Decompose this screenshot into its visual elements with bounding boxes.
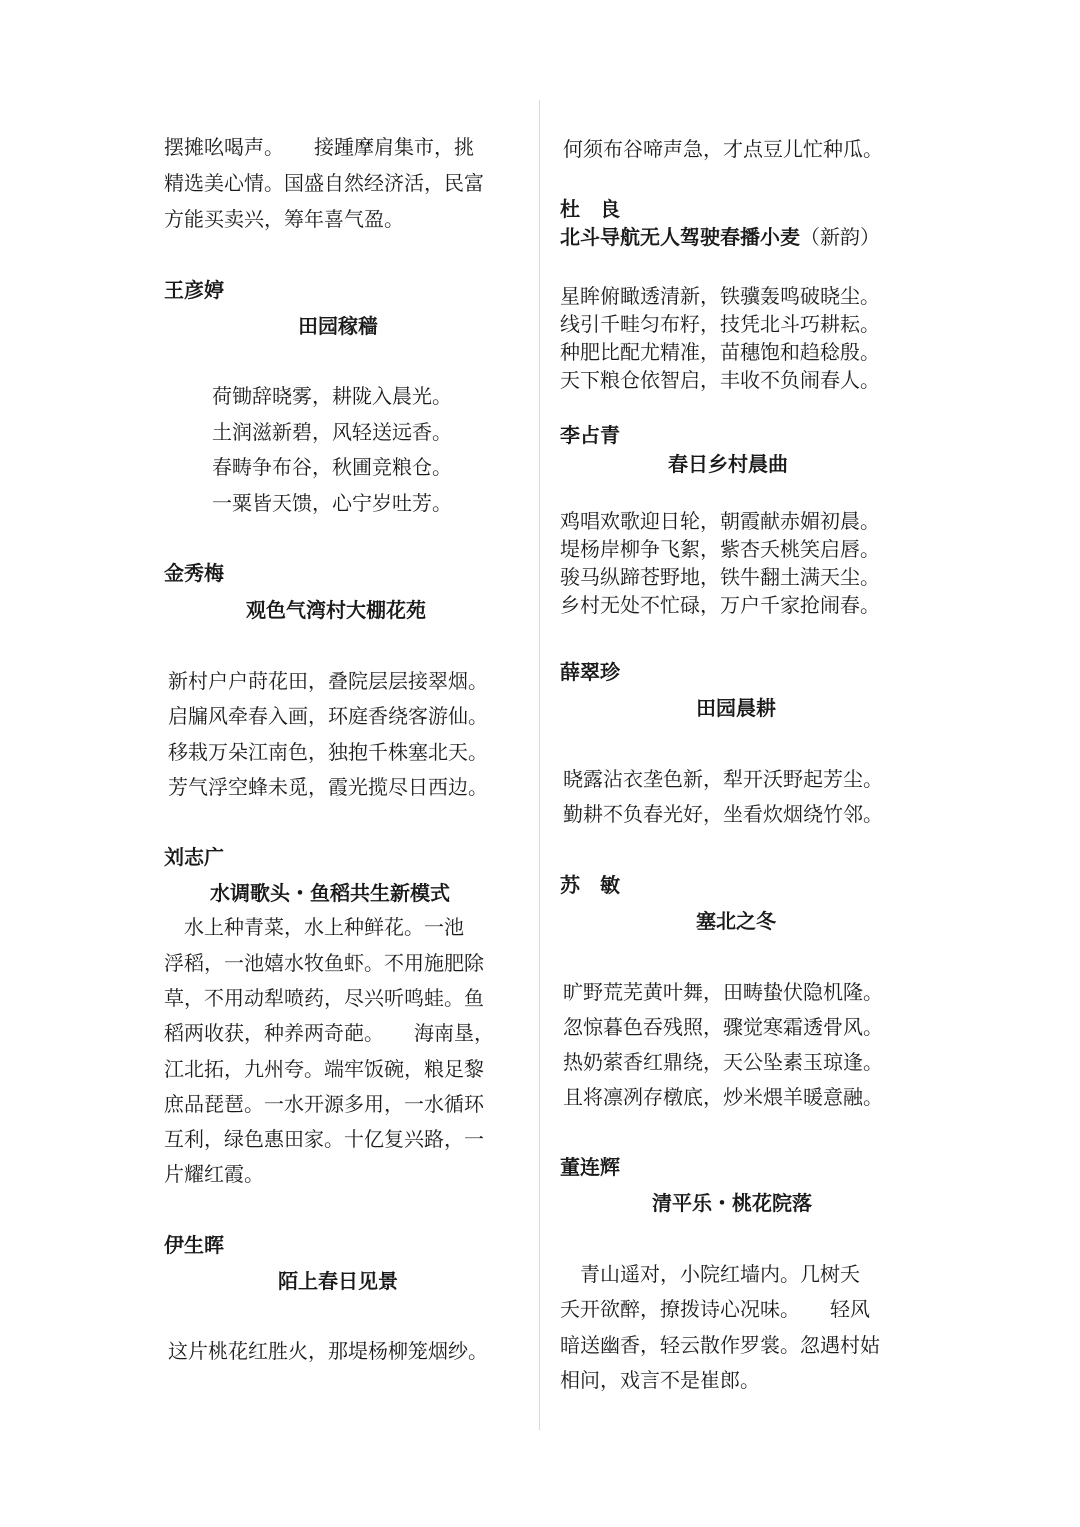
poem-line: 新村户户莳花田，叠院层层接翠烟。 [168,669,488,693]
poem-line: 这片桃花红胜火，那堤杨柳笼烟纱。 [168,1339,488,1363]
poem-author: 杜 良 [560,197,620,221]
poem-title: 田园稼穑 [298,314,378,338]
poem-line: 晓露沾衣垄色新，犁开沃野起芳尘。 [563,767,883,791]
poem-title [560,224,880,250]
poem-line: 浮稻，一池嬉水牧鱼虾。不用施肥除 [164,951,484,975]
poem-line: 启牖风牵春入画，环庭香绕客游仙。 [168,704,488,728]
poem-line: 荷锄辞晓雾，耕陇入晨光。 [212,384,452,408]
poem-line: 鸡唱欢歌迎日轮，朝霞献赤媚初晨。 [560,509,880,533]
poem-line: 春畴争布谷，秋圃竞粮仓。 [212,455,452,479]
poem-line: 土润滋新碧，风轻送远香。 [212,420,452,444]
intro-line: 精选美心情。国盛自然经济活，民富 [164,171,484,195]
poem-author: 伊生晖 [164,1233,224,1257]
poem-author: 苏 敏 [560,873,620,897]
poem-author: 薛翠珍 [560,660,620,684]
poem-line: 堤杨岸柳争飞絮，紫杏夭桃笑启唇。 [560,537,880,561]
poem-line: 乡村无处不忙碌，万户千家抢闹春。 [560,593,880,617]
column-divider [539,100,540,1430]
poem-title: 春日乡村晨曲 [668,452,788,476]
poem-line: 江北拓，九州夸。端牢饭碗，粮足黎 [164,1057,484,1081]
poem-title: 观色气湾村大棚花苑 [246,598,426,622]
poem-title: 水调歌头・鱼稻共生新模式 [210,881,450,905]
poem-author: 李占青 [560,423,620,447]
poem-line: 骏马纵蹄苍野地，铁牛翻土满天尘。 [560,565,880,589]
poem-line: 一粟皆天馈，心宁岁吐芳。 [212,491,452,515]
poem-line: 且将凛冽存橔底，炒米煨羊暖意融。 [563,1085,883,1109]
poem-line: 草，不用动犁喷药，尽兴听鸣蛙。鱼 [164,986,484,1010]
poem-line: 忽惊暮色吞残照，骤觉寒霜透骨风。 [563,1015,883,1039]
poem-line: 星眸俯瞰透清新，铁骥轰鸣破晓尘。 [560,284,880,308]
poem-line: 何须布谷啼声急，才点豆儿忙种瓜。 [563,137,883,161]
poem-line: 移栽万朵江南色，独抱千株塞北天。 [168,740,488,764]
poem-line: 片耀红霞。 [164,1162,264,1186]
poem-line: 青山遥对，小院红墙内。几树夭 [560,1262,860,1286]
poem-line: 天下粮仓依智启，丰收不负闹春人。 [560,368,880,392]
poem-line: 相问，戏言不是崔郎。 [560,1368,760,1392]
poem-author: 董连辉 [560,1155,620,1179]
poem-title: 清平乐・桃花院落 [652,1191,812,1215]
poem-line: 互利，绿色惠田家。十亿复兴路，一 [164,1127,484,1151]
poem-line: 庶品琵琶。一水开源多用，一水循环 [164,1092,484,1116]
poem-line: 种肥比配尤精准，苗穗饱和趋稔殷。 [560,340,880,364]
poem-line: 夭开欲醉，撩拨诗心况味。 轻风 [560,1297,870,1321]
poem-line: 芳气浮空蜂未觅，霞光揽尽日西边。 [168,775,488,799]
intro-line: 摆摊吆喝声。 接踵摩肩集市，挑 [164,135,474,159]
poem-author: 刘志广 [164,845,224,869]
poem-title: 田园晨耕 [696,696,776,720]
poem-title: 塞北之冬 [696,909,776,933]
poem-line: 暗送幽香，轻云散作罗裳。忽遇村姑 [560,1333,880,1357]
poem-author: 金秀梅 [164,561,224,585]
poem-author: 王彦婷 [164,278,224,302]
poem-line: 稻两收获，种养两奇葩。 海南垦， [164,1021,494,1045]
poem-title: 陌上春日见景 [278,1269,398,1293]
poem-line: 勤耕不负春光好，坐看炊烟绕竹邻。 [563,802,883,826]
intro-line: 方能买卖兴，筹年喜气盈。 [164,207,404,231]
poem-subtitle: （新韵） [800,225,880,249]
poem-title-main: 北斗导航无人驾驶春播小麦 [560,225,800,249]
poem-line: 旷野荒芜黄叶舞，田畴蛰伏隐机隆。 [563,980,883,1004]
poem-line: 线引千畦匀布籽，技凭北斗巧耕耘。 [560,312,880,336]
poem-line: 热奶萦香红鼎绕，天公坠素玉琼逢。 [563,1050,883,1074]
poem-line: 水上种青菜，水上种鲜花。一池 [164,915,464,939]
